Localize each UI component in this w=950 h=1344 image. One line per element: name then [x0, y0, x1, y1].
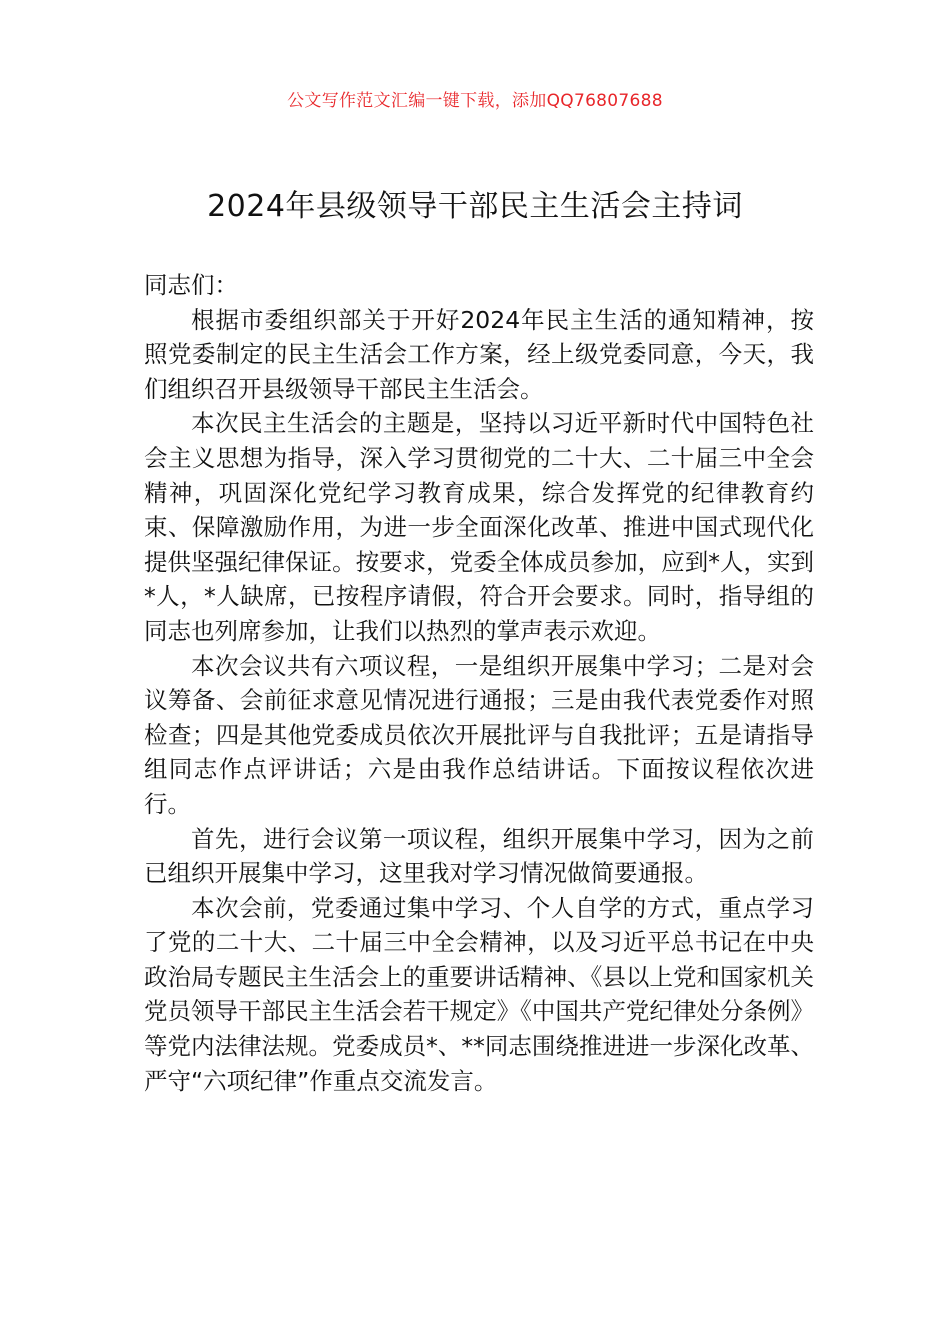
paragraph-2: 本次民主生活会的主题是，坚持以习近平新时代中国特色社会主义思想为指导，深入学习贯彻党的二十大、二十届三中全会精神，巩固深化党纪学习教育成果，综合发挥党的纪律教育约束、保障激励作用，为进一步全面深化改革、推进中国式现代化提供坚强纪律保证。按要求，党委全体成员参加，应到*人，实到*人，*人缺席，已按程序请假，符合开会要求。同时，指导组的同志也列席参加，让我们以热烈的掌声表示欢迎。 [144, 409, 814, 645]
paragraph-5: 本次会前，党委通过集中学习、个人自学的方式，重点学习了党的二十大、二十届三中全会精神，以及习近平总书记在中央政治局专题民主生活会上的重要讲话精神、《县以上党和国家机关党员领导干部民主生活会若干规定》《中国共产党纪律处分条例》等党内法律法规。党委成员*、**同志围绕推进进一步深化改革、严守“六项纪律”作重点交流发言。 [144, 893, 814, 1095]
header-download-note: 公文写作范文汇编一键下载，添加QQ76807688 [287, 91, 663, 111]
document-body [144, 268, 814, 1098]
paragraph-4: 首先，进行会议第一项议程，组织开展集中学习，因为之前已组织开展集中学习，这里我对学习情况做简要通报。 [144, 824, 814, 888]
document-title: 2024年县级领导干部民主生活会主持词 [207, 189, 743, 224]
salutation: 同志们： [144, 271, 238, 299]
paragraph-1: 根据市委组织部关于开好2024年民主生活的通知精神，按照党委制定的民主生活会工作方案，经上级党委同意，今天，我们组织召开县级领导干部民主生活会。 [144, 305, 814, 403]
paragraph-3: 本次会议共有六项议程，一是组织开展集中学习；二是对会议筹备、会前征求意见情况进行通报；三是由我代表党委作对照检查；四是其他党委成员依次开展批评与自我批评；五是请指导组同志作点评讲话；六是由我作总结讲话。下面按议程依次进行。 [144, 651, 814, 818]
